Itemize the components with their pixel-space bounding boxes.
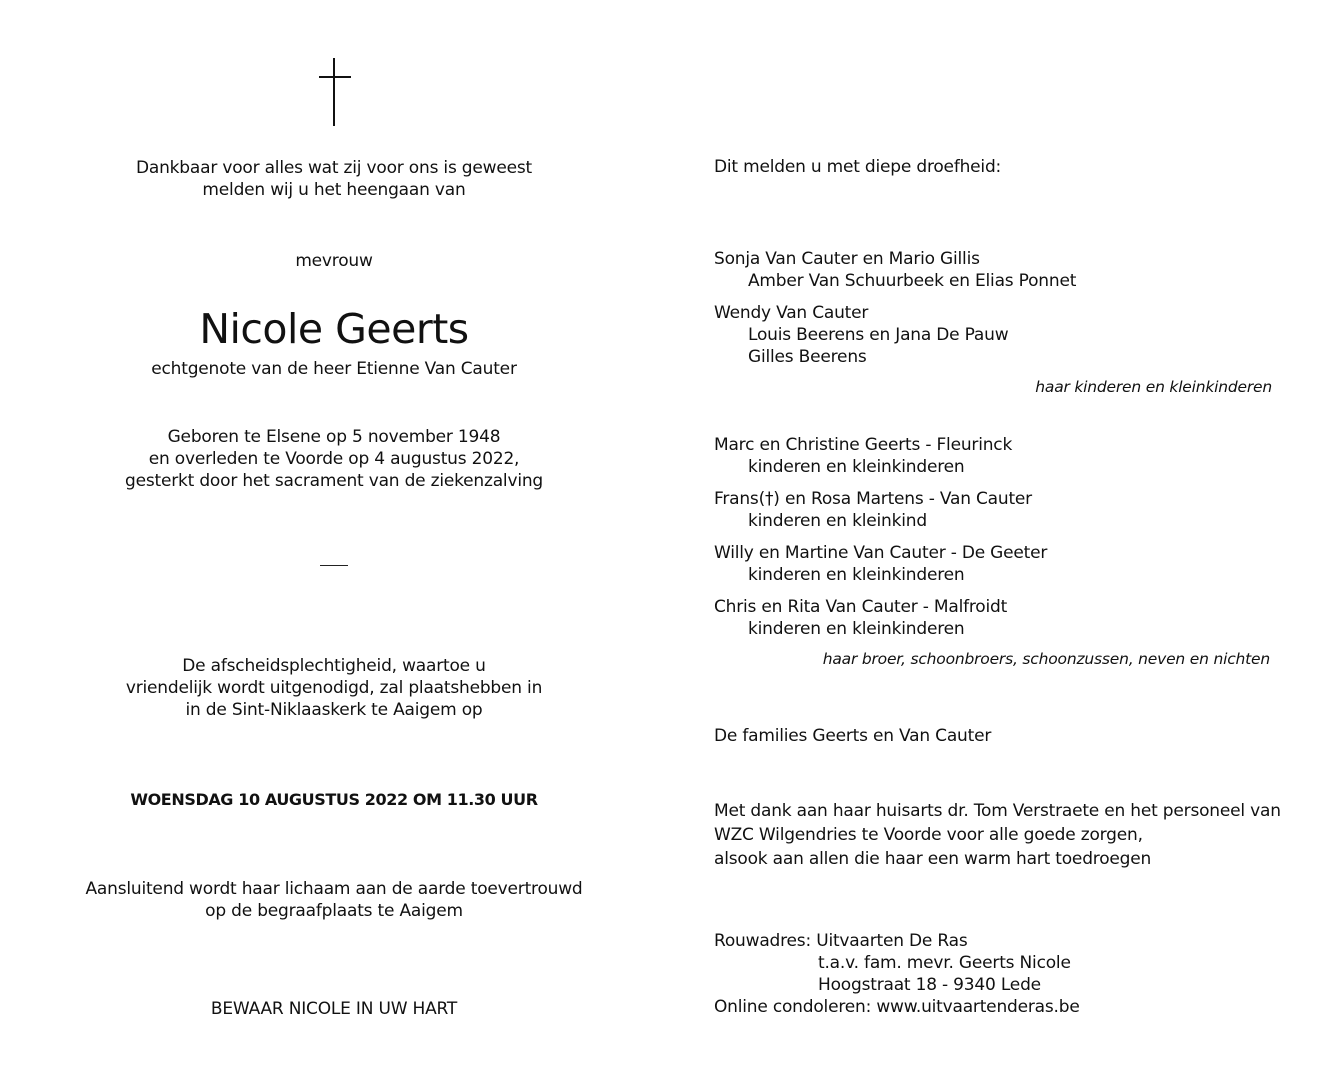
burial-line: op de begraafplaats te Aaigem [205, 901, 463, 921]
sibling-family: kinderen en kleinkinderen [748, 457, 965, 477]
grandchild-name: Louis Beerens en Jana De Pauw [748, 325, 1009, 345]
ceremony-line: vriendelijk wordt uitgenodigd, zal plaatshebben in [125, 678, 543, 698]
sibling-name: Marc en Christine Geerts - Fleurinck [714, 435, 1013, 455]
intro-text [136, 157, 532, 201]
ceremony-line: in de Sint-Niklaaskerk te Aaigem op [185, 700, 483, 720]
sibling-entry [714, 542, 1047, 586]
address-attention: t.a.v. fam. mevr. Geerts Nicole [818, 953, 1071, 973]
closing-text: BEWAAR NICOLE IN UW HART [210, 999, 458, 1019]
life-line: en overleden te Voorde op 4 augustus 2022, [148, 449, 520, 469]
siblings-role: haar broer, schoonbroers, schoonzussen, neven en nichten [822, 650, 1270, 668]
deceased-name: Nicole Geerts [199, 305, 469, 353]
intro-line: Dankbaar voor alles wat zij voor ons is geweest [135, 158, 533, 178]
address-street: Hoogstraat 18 - 9340 Lede [818, 975, 1041, 995]
burial-text [85, 878, 582, 922]
thanks-line: WZC Wilgendries te Voorde voor alle goede zorgen, [714, 825, 1143, 845]
divider [320, 565, 348, 566]
ceremony-line: De afscheidsplechtigheid, waartoe u [182, 656, 486, 676]
sibling-name: Chris en Rita Van Cauter - Malfroidt [714, 597, 1008, 617]
grandchild-name: Amber Van Schuurbeek en Elias Ponnet [748, 271, 1077, 291]
child-entry [714, 302, 1008, 368]
ceremony-date: WOENSDAG 10 AUGUSTUS 2022 OM 11.30 UUR [130, 790, 538, 809]
cross-horizontal [319, 76, 351, 78]
burial-line: Aansluitend wordt haar lichaam aan de aarde toevertrouwd [85, 879, 583, 899]
address-label: Rouwadres: Uitvaarten De Ras [714, 931, 968, 951]
sibling-name: Frans(†) en Rosa Martens - Van Cauter [714, 489, 1032, 509]
life-details [125, 426, 543, 492]
cross-vertical [333, 58, 335, 126]
announce-text: Dit melden u met diepe droefheid: [714, 157, 1002, 177]
families-text: De families Geerts en Van Cauter [714, 726, 992, 746]
sibling-entry [714, 596, 1007, 640]
thanks-line: alsook aan allen die haar een warm hart toedroegen [714, 849, 1152, 869]
sibling-entry [714, 488, 1032, 532]
sibling-family: kinderen en kleinkind [748, 511, 927, 531]
online-condolence: Online condoleren: www.uitvaartenderas.be [714, 997, 1080, 1017]
sibling-family: kinderen en kleinkinderen [748, 619, 965, 639]
intro-line: melden wij u het heengaan van [202, 180, 466, 200]
children-role: haar kinderen en kleinkinderen [1035, 378, 1272, 396]
sibling-name: Willy en Martine Van Cauter - De Geeter [714, 543, 1048, 563]
child-name: Wendy Van Cauter [714, 303, 869, 323]
spouse-line: echtgenote van de heer Etienne Van Cauter [151, 359, 517, 379]
salutation: mevrouw [295, 251, 373, 271]
child-name: Sonja Van Cauter en Mario Gillis [714, 249, 980, 269]
mourning-address [714, 930, 1080, 1018]
sibling-entry [714, 434, 1012, 478]
child-entry [714, 248, 1076, 292]
life-line: gesterkt door het sacrament van de ziekenzalving [124, 471, 544, 491]
ceremony-text [126, 655, 542, 721]
life-line: Geboren te Elsene op 5 november 1948 [167, 427, 501, 447]
sibling-family: kinderen en kleinkinderen [748, 565, 965, 585]
thanks-line: Met dank aan haar huisarts dr. Tom Verstraete en het personeel van [714, 801, 1281, 821]
thanks-text [714, 799, 1281, 871]
grandchild-name: Gilles Beerens [748, 347, 867, 367]
